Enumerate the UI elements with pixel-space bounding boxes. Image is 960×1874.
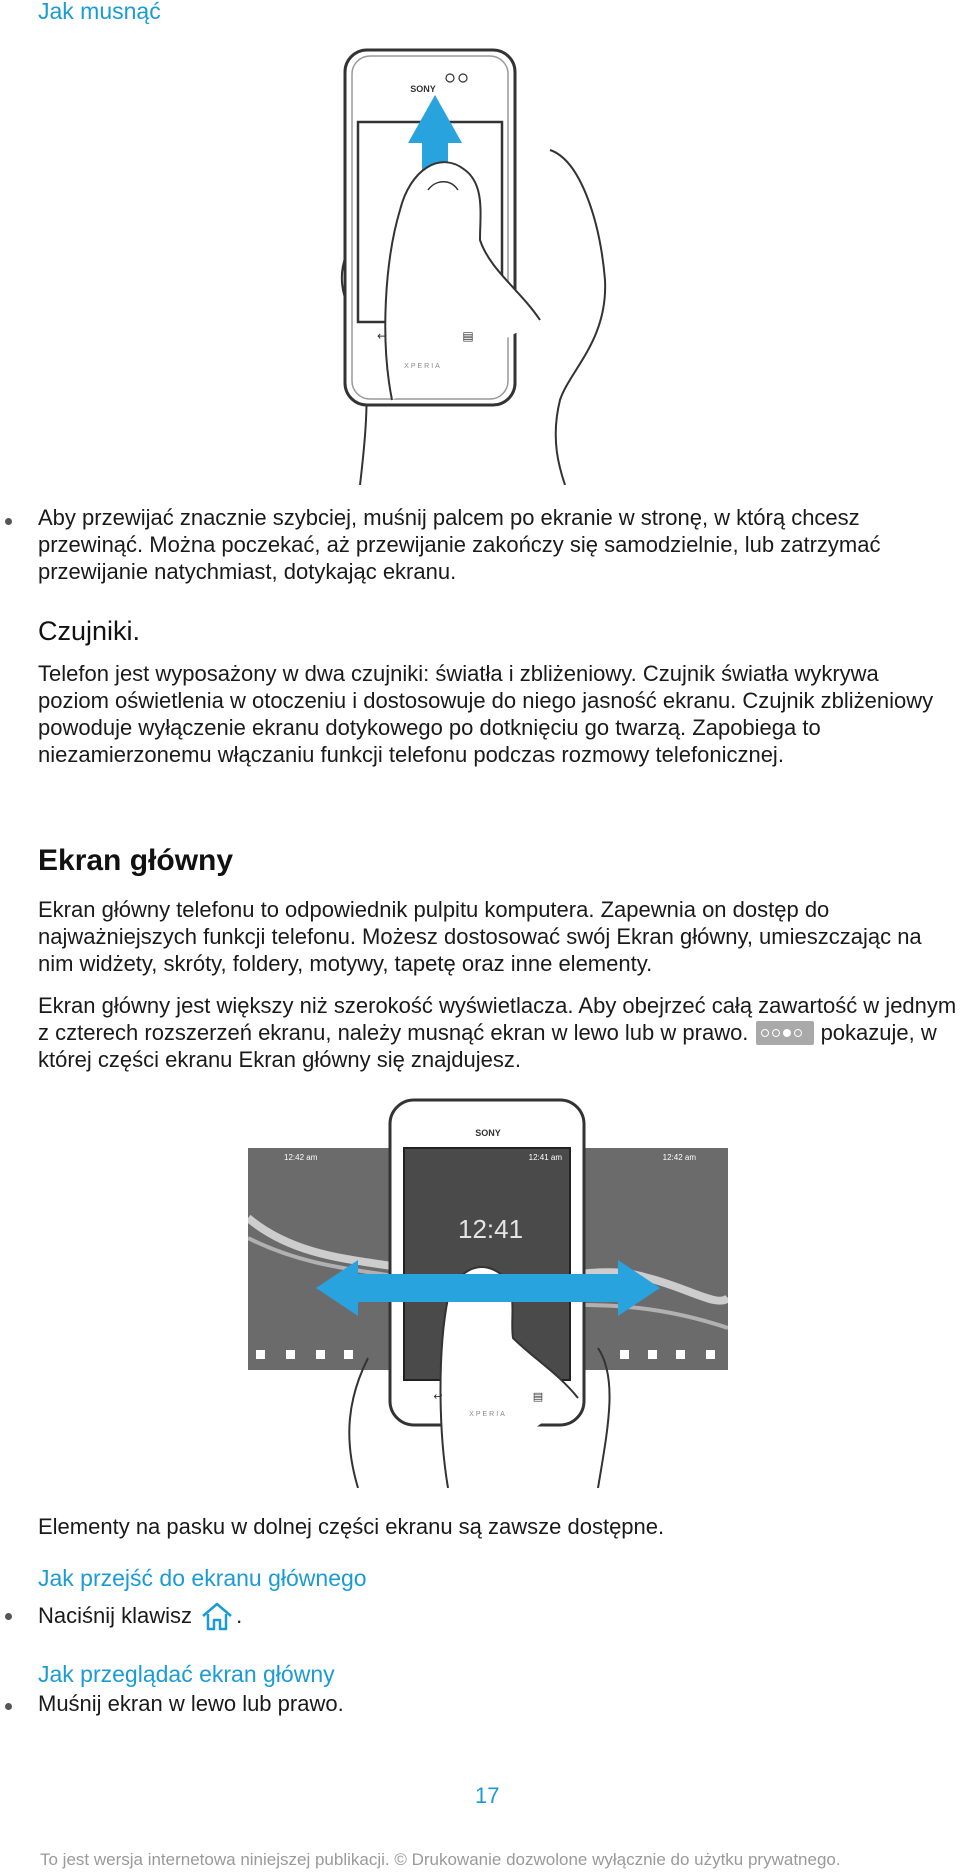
swipe-description: Aby przewijać znacznie szybciej, muśnij palcem po ekranie w stronę, w którą chcesz przewinąć. Można poczekać, aż przewijanie zakończy się samodzielnie, lub zatrzymać przewijanie natychmiast, dotykając ekranu.: [38, 505, 881, 584]
bullet-dot: [5, 518, 12, 525]
howto-home-heading: Jak przejść do ekranu głównego: [38, 1565, 367, 1591]
howto-browse-heading: Jak przeglądać ekran główny: [38, 1661, 335, 1687]
home-step-end: .: [236, 1603, 243, 1628]
dock-note: Elementy na pasku w dolnej części ekranu są zawsze dostępne.: [38, 1514, 665, 1539]
page-indicator-icon: [756, 1021, 814, 1045]
phone-brand-2: SONY: [475, 1128, 501, 1138]
menu-key-icon: ▤: [462, 329, 474, 343]
home-screen-extensions: [38, 992, 958, 1073]
home-step-text: Naciśnij klawisz: [38, 1603, 193, 1628]
phone-brand: SONY: [410, 84, 436, 94]
panel-left-time: 12:42 am: [284, 1153, 318, 1162]
section-heading-swipe: Jak musnąć: [38, 0, 161, 24]
swipe-up-illustration: [340, 40, 640, 485]
back-key-icon: ↩: [376, 329, 388, 343]
extensions-text-before: Ekran główny jest większy niż szerokość wyświetlacza. Aby obejrzeć całą zawartość w jednym z czterech rozszerzeń ekranu, należy musnąć ekran w lewo lub w prawo.: [38, 993, 957, 1045]
panel-right-time: 12:42 am: [662, 1153, 696, 1162]
menu-key-icon-2: ▤: [532, 1391, 544, 1403]
status-time: 12:41 am: [528, 1153, 562, 1162]
home-screen-title: Ekran główny: [38, 844, 234, 877]
phone-model-2: XPERIA: [469, 1411, 507, 1418]
page-number: 17: [475, 1783, 500, 1808]
extensions-text-after: pokazuje, w której części ekranu Ekran główny się znajdujesz.: [38, 1020, 937, 1072]
bullet-dot: [5, 1703, 12, 1710]
back-key-icon-2: ↩: [433, 1391, 443, 1403]
lock-clock: 12:41: [458, 1214, 524, 1244]
home-screen-intro: Ekran główny telefonu to odpowiednik pulpitu komputera. Zapewnia on dostęp do najważniejszych funkcji telefonu. Możesz dostosować swój Ekran główny, umieszczając na nim widżety, skróty, foldery, motywy, tapetę oraz inne elementy.: [38, 897, 922, 976]
sensors-text: Telefon jest wyposażony w dwa czujniki: światła i zbliżeniowy. Czujnik światła wykrywa poziom oświetlenia w otoczeniu i dostosowuje do niego jasność ekranu. Czujnik zbliżeniowy powoduje wyłączenie ekranu dotykowego po dotknięciu go twarzą. Zapobiega to niezamierzonemu włączaniu funkcji telefonu podczas rozmowy telefonicznej.: [38, 661, 934, 767]
home-key-icon: [200, 1600, 234, 1632]
home-screen-swipe-illustration: [248, 1098, 728, 1488]
phone-model: XPERIA: [404, 363, 442, 370]
howto-browse-step: Muśnij ekran w lewo lub prawo.: [38, 1691, 344, 1716]
sensors-title: Czujniki.: [38, 616, 141, 646]
howto-home-step: [38, 1600, 242, 1632]
footer-note: To jest wersja internetowa niniejszej publikacji. © Drukowanie dozwolone wyłącznie do użytku prywatnego.: [40, 1850, 841, 1869]
bullet-dot: [5, 1613, 12, 1620]
